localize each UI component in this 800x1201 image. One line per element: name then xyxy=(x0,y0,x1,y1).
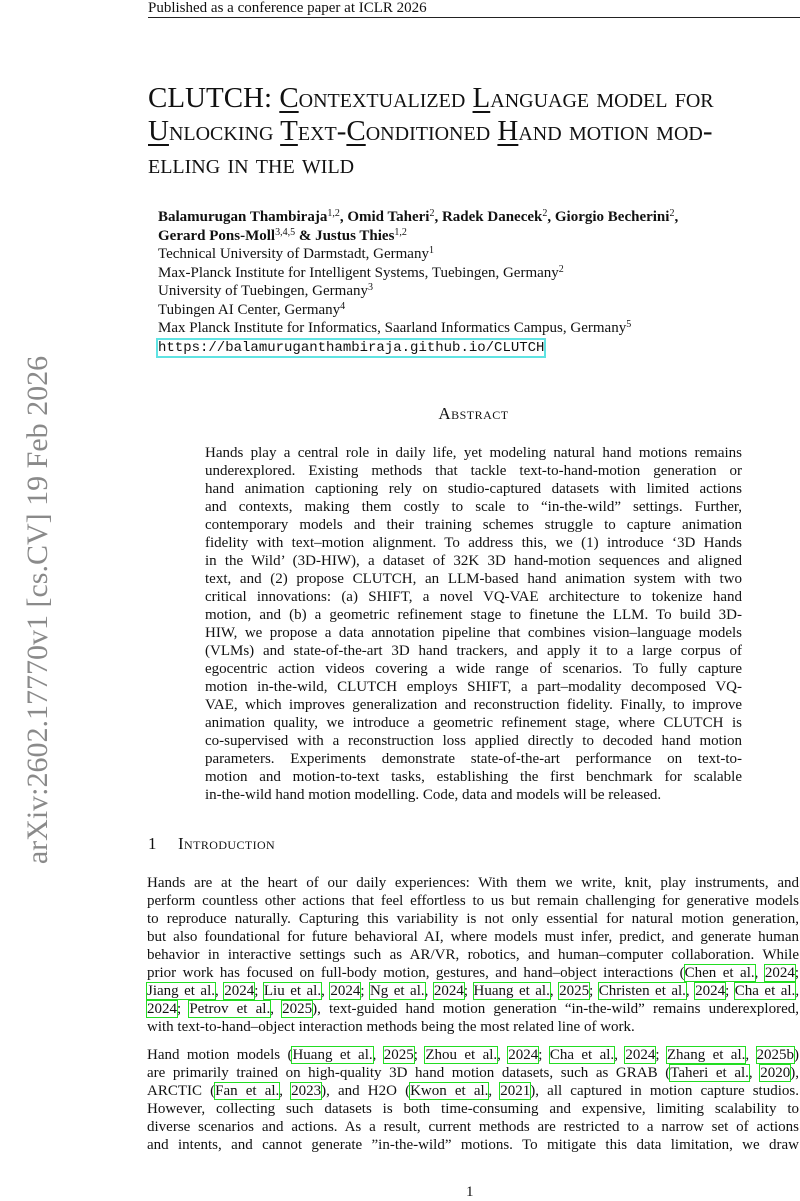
authors-line xyxy=(158,264,678,283)
affiliation-superscript: 2 xyxy=(669,208,675,219)
text-segment: and contexts, making them costly to scale to “in-the-wild” settings. Further, xyxy=(205,499,742,515)
text-segment: HIW, we propose a data annotation pipeline that combines vision–language models xyxy=(205,625,742,641)
text-segment: ARCTIC ( xyxy=(147,1083,216,1099)
text-segment: elling in the wild xyxy=(148,148,355,180)
abstract-line xyxy=(205,552,742,570)
affiliation-superscript: 4 xyxy=(340,300,346,312)
text-segment: ; xyxy=(360,983,370,999)
text-segment: underexplored. Existing methods that tackle text-to-hand-motion generation or xyxy=(205,463,742,479)
text-segment: nlocking xyxy=(168,115,281,147)
citation-link[interactable]: 2023 xyxy=(291,1083,322,1099)
intro-p1-line xyxy=(147,928,799,946)
text-segment: ontextualized xyxy=(298,82,473,114)
abstract-line xyxy=(205,588,742,606)
section-number: 1 xyxy=(148,834,157,853)
text-segment: ; xyxy=(463,983,474,999)
text-segment: , xyxy=(372,1047,384,1063)
intro-p1-line xyxy=(147,1000,799,1018)
affiliation-superscript: 2 xyxy=(542,208,548,219)
citation-link[interactable]: 2024 xyxy=(433,983,464,999)
citation-link[interactable]: Kwon et al. xyxy=(410,1083,489,1099)
text-segment: motion in-the-wild, CLUTCH employs SHIFT, a part–modality decomposed VQ- xyxy=(205,679,742,695)
citation-link[interactable]: 2024 xyxy=(330,983,361,999)
text-segment: ) xyxy=(794,1047,800,1063)
affiliation-superscript: 1,2 xyxy=(327,208,340,219)
affiliation-superscript: 3 xyxy=(367,282,373,293)
authors-line xyxy=(158,338,678,358)
affiliation-superscript: 1 xyxy=(428,245,434,256)
text-segment: and intents, and cannot generate ”in-the-wild” motions. To mitigate this data limitation, we draw xyxy=(147,1137,799,1153)
abstract-line xyxy=(205,660,742,678)
intro-p1-line xyxy=(147,964,799,982)
affiliation-superscript: 2 xyxy=(558,263,564,275)
citation-link[interactable]: 2025b xyxy=(756,1047,795,1063)
citation-link[interactable]: Cha et al. xyxy=(549,1047,615,1063)
authors-line xyxy=(158,227,678,246)
authors-line xyxy=(158,282,678,301)
citation-link[interactable]: Jiang et al. xyxy=(147,983,216,999)
text-segment: ), text-guided hand motion generation “in-the-wild” remains underexplored, xyxy=(312,1001,800,1017)
citation-link[interactable]: 2024 xyxy=(147,1001,177,1017)
title-acronym-letter: H xyxy=(497,115,519,147)
intro-p1-line xyxy=(147,892,799,910)
text-segment: co-supervised with a reconstruction loss applied directly to decoded hand motion xyxy=(205,733,742,749)
text-segment: Technical University of Darmstadt, Germany xyxy=(158,246,429,262)
abstract-line xyxy=(205,642,742,660)
intro-p1-line xyxy=(147,946,799,964)
citation-link[interactable]: 2024 xyxy=(625,1047,656,1063)
section-title: Introduction xyxy=(178,834,276,853)
citation-link[interactable]: 2020 xyxy=(760,1065,791,1081)
text-segment: , xyxy=(685,983,696,999)
text-segment: behavior in interactive settings such as AR/VR, robotics, and human–computer collaboration. While xyxy=(147,947,799,963)
citation-link[interactable]: 2024 xyxy=(224,983,255,999)
text-segment: Max Planck Institute for Informatics, Saarland Informatics Campus, Germany xyxy=(158,320,627,336)
text-segment: However, collecting such datasets is both time-consuming and expensive, limiting scalability to xyxy=(147,1101,799,1117)
citation-link[interactable]: Taheri et al. xyxy=(670,1065,749,1081)
abstract-body xyxy=(205,444,742,804)
intro-p2-line xyxy=(147,1118,799,1136)
citation-link[interactable]: 2024 xyxy=(695,983,726,999)
authors-line xyxy=(158,245,678,264)
title-acronym-letter: U xyxy=(148,115,169,147)
text-segment: CLUTCH: xyxy=(148,82,280,114)
text-segment: perform countless other actions that feel effortless to us but remain challenging for generative models xyxy=(147,893,799,909)
title-acronym-letter: L xyxy=(472,82,491,114)
text-segment: VAE, which improves generalization and reconstruction fidelity. Finally, to improve xyxy=(205,697,742,713)
citation-link[interactable]: Christen et al. xyxy=(598,983,686,999)
text-segment: , xyxy=(270,1001,283,1017)
author-name: Gerard Pons-Moll xyxy=(158,227,276,244)
abstract-heading: Abstract xyxy=(438,404,509,423)
text-segment: diverse scenarios and actions. As a result, current methods are restricted to a narrow set of actions xyxy=(147,1119,799,1135)
text-segment: Hands are at the heart of our daily experiences: With them we write, knit, play instruments, and xyxy=(147,875,799,891)
author-name: Balamurugan Thambiraja xyxy=(158,209,328,225)
text-segment: , xyxy=(745,1047,757,1063)
text-segment: ; xyxy=(413,1047,426,1063)
text-segment: animation quality, we introduce a geometric refinement stage, where CLUTCH is xyxy=(205,715,742,731)
text-segment: contemporary models and their training schemes struggle to capture animation xyxy=(205,517,742,533)
abstract-line xyxy=(205,696,742,714)
text-segment: , xyxy=(549,983,560,999)
intro-p1-line xyxy=(147,910,799,928)
text-segment: egocentric action videos covering a wide range of scenarios. To fully capture xyxy=(205,661,742,677)
text-segment: Hand motion models ( xyxy=(147,1047,293,1063)
abstract-line xyxy=(205,444,742,462)
author-block xyxy=(158,208,678,357)
text-segment: but also foundational for future behavioral AI, where models must infer, predict, and generate human xyxy=(147,929,799,945)
abstract-line xyxy=(205,570,742,588)
intro-p2-line xyxy=(147,1082,799,1100)
text-segment: prior work has focused on full-body motion, gestures, and hand–object interactions ( xyxy=(147,965,685,981)
text-segment: fidelity with text–motion alignment. To address this, we (1) introduce ‘3D Hands xyxy=(205,535,742,551)
citation-link[interactable]: Huang et al. xyxy=(473,983,550,999)
affiliation-superscript: 5 xyxy=(626,319,632,330)
text-segment: and motion mod- xyxy=(518,115,713,147)
abstract-line xyxy=(205,768,742,786)
citation-link[interactable]: Zhang et al. xyxy=(666,1047,746,1063)
citation-link[interactable]: Fan et al. xyxy=(215,1083,280,1099)
text-segment: ), xyxy=(790,1065,800,1081)
project-url-link[interactable]: https://balamuruganthambiraja.github.io/CLUTCH xyxy=(158,339,545,356)
abstract-line xyxy=(205,498,742,516)
text-segment: ; xyxy=(177,1001,190,1017)
running-header: Published as a conference paper at ICLR 2026 xyxy=(148,0,800,18)
intro-p1-line xyxy=(147,982,799,1000)
text-segment: ; xyxy=(655,1047,667,1063)
abstract-line xyxy=(205,678,742,696)
abstract-line xyxy=(205,786,742,804)
authors-line xyxy=(158,319,678,338)
citation-link[interactable]: 2025 xyxy=(383,1047,414,1063)
abstract-line xyxy=(205,606,742,624)
abstract-line xyxy=(205,516,742,534)
citation-link[interactable]: Cha et al. xyxy=(734,983,796,999)
text-segment: ; xyxy=(794,965,800,981)
intro-paragraph-2 xyxy=(147,1046,799,1154)
section-heading-introduction xyxy=(148,834,275,854)
citation-link[interactable]: 2024 xyxy=(508,1047,539,1063)
text-segment: in-the-wild hand motion modelling. Code, data and models will be released. xyxy=(205,787,662,803)
intro-p2-line xyxy=(147,1100,799,1118)
author-name: , Radek Danecek xyxy=(434,209,543,225)
title-line xyxy=(148,82,800,115)
text-segment: ext- xyxy=(297,115,347,147)
authors-line xyxy=(158,208,678,227)
citation-link[interactable]: Petrov et al. xyxy=(189,1001,271,1017)
text-segment: (VLMs) and state-of-the-art 3D hand trackers, and apply it to a large corpus of xyxy=(205,643,742,659)
affiliation-superscript: 3,4,5 xyxy=(275,226,296,238)
text-segment: motion and motion-to-text tasks, establishing the first benchmark for scalable xyxy=(205,769,742,785)
affiliation-superscript: 1,2 xyxy=(394,226,407,238)
author-name: , Giorgio Becherini xyxy=(547,209,670,225)
abstract-line xyxy=(205,462,742,480)
text-segment: , xyxy=(754,965,765,981)
intro-p2-line xyxy=(147,1064,799,1082)
abstract-line xyxy=(205,624,742,642)
citation-link[interactable]: 2025 xyxy=(282,1001,313,1017)
citation-link[interactable]: Ng et al. xyxy=(369,983,425,999)
text-segment: hand animation captioning rely on studio-captured datasets with limited actions xyxy=(205,481,742,497)
text-segment: text, and (2) propose CLUTCH, an LLM-based hand animation system with two xyxy=(205,571,742,587)
text-segment: , xyxy=(748,1065,761,1081)
paper-title xyxy=(148,82,800,181)
affiliation-superscript: 2 xyxy=(429,208,435,219)
text-segment: ), all captured in motion capture studios. xyxy=(530,1083,799,1099)
author-name: , xyxy=(674,209,679,225)
citation-link[interactable]: 2024 xyxy=(764,965,795,981)
text-segment: onditioned xyxy=(365,115,498,147)
title-line xyxy=(148,148,800,181)
intro-paragraph-1 xyxy=(147,874,799,1036)
text-segment: in the Wild’ (3D-HIW), a dataset of 32K 3D hand-motion sequences and aligned xyxy=(205,553,742,569)
page-number: 1 xyxy=(466,1184,474,1200)
text-segment: , xyxy=(424,983,434,999)
text-segment: , xyxy=(321,983,331,999)
text-segment: critical innovations: (a) SHIFT, a novel VQ-VAE architecture to tokenize hand xyxy=(205,589,742,605)
title-line xyxy=(148,115,800,148)
text-segment: motion, and (b) a geometric refinement stage to finetune the LLM. To build 3D- xyxy=(205,607,742,623)
text-segment: anguage model for xyxy=(490,82,714,114)
citation-link[interactable]: 2021 xyxy=(500,1083,531,1099)
text-segment: Tubingen AI Center, Germany xyxy=(158,301,341,318)
intro-p1-line xyxy=(147,1018,799,1036)
authors-line xyxy=(158,301,678,320)
title-acronym-letter: C xyxy=(346,115,366,147)
abstract-line xyxy=(205,534,742,552)
text-segment: ; xyxy=(538,1047,550,1063)
abstract-line xyxy=(205,480,742,498)
citation-link[interactable]: Zhou et al. xyxy=(425,1047,498,1063)
citation-link[interactable]: 2025 xyxy=(559,983,590,999)
intro-p1-line xyxy=(147,874,799,892)
title-acronym-letter: T xyxy=(280,115,298,147)
text-segment: ; xyxy=(725,983,735,999)
text-segment: Max-Planck Institute for Intelligent Systems, Tuebingen, Germany xyxy=(158,264,559,281)
abstract-line xyxy=(205,750,742,768)
intro-p2-line xyxy=(147,1136,799,1154)
citation-link[interactable]: Liu et al. xyxy=(263,983,322,999)
text-segment: parameters. Experiments demonstrate state-of-the-art performance on text-to- xyxy=(205,751,742,767)
text-segment: ; xyxy=(254,983,264,999)
text-segment: Hands play a central role in daily life, yet modeling natural hand motions remains xyxy=(205,445,742,461)
text-segment: , xyxy=(497,1047,509,1063)
abstract-line xyxy=(205,714,742,732)
title-acronym-letter: C xyxy=(279,82,299,114)
citation-link[interactable]: Huang et al. xyxy=(292,1047,373,1063)
text-segment: to reproduce naturally. Capturing this variability is not only essential for natural motion generation, xyxy=(147,911,799,927)
author-name: & Justus Thies xyxy=(295,227,395,244)
intro-p2-line xyxy=(147,1046,799,1064)
text-segment: with text-to-hand–object interaction methods being the most related line of work. xyxy=(147,1019,635,1035)
abstract-line xyxy=(205,732,742,750)
text-segment: , xyxy=(795,983,800,999)
text-segment: are primarily trained on high-quality 3D hand motion datasets, such as GRAB ( xyxy=(147,1065,671,1081)
arxiv-stamp: arXiv:2602.17770v1 [cs.CV] 19 Feb 2026 xyxy=(21,355,54,865)
text-segment: , xyxy=(279,1083,292,1099)
text-segment: ), and H2O ( xyxy=(321,1083,411,1099)
text-segment: ; xyxy=(589,983,599,999)
author-name: , Omid Taheri xyxy=(339,209,430,225)
text-segment: , xyxy=(215,983,225,999)
citation-link[interactable]: Chen et al. xyxy=(684,965,755,981)
text-segment: University of Tuebingen, Germany xyxy=(158,283,368,299)
text-segment: , xyxy=(488,1083,501,1099)
text-segment: , xyxy=(614,1047,626,1063)
